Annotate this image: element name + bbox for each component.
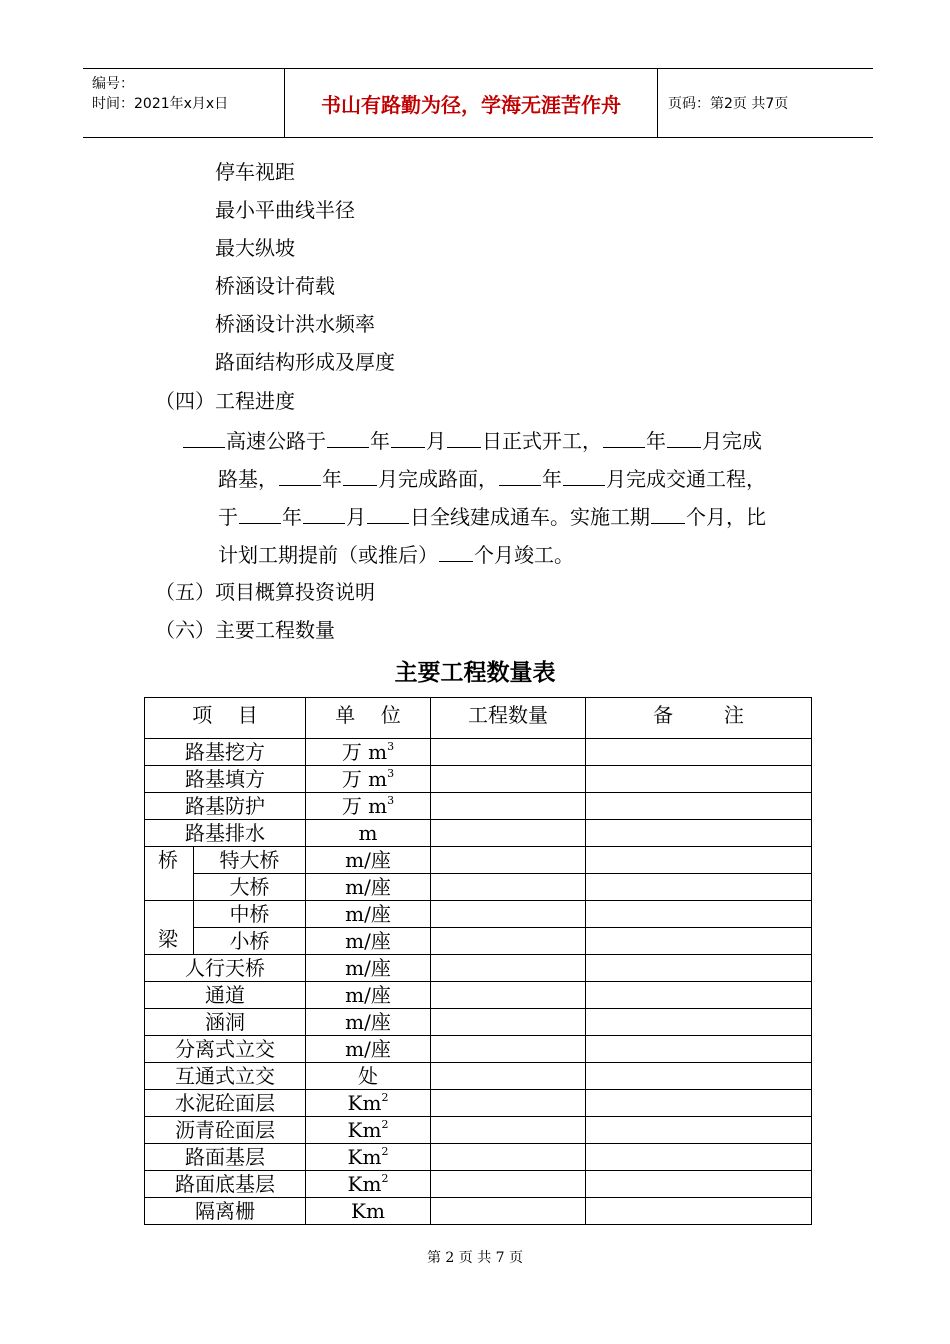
row-remarks-cell[interactable]	[586, 1117, 812, 1144]
row-remarks-cell[interactable]	[586, 1063, 812, 1090]
page-footer: 第 2 页 共 7 页	[426, 1250, 524, 1266]
table-row	[145, 1036, 812, 1063]
row-remarks-cell[interactable]	[586, 739, 812, 766]
time-label: 时间：2021年x月x日	[92, 96, 229, 112]
table-row	[145, 1198, 812, 1225]
row-unit: m/座	[306, 1009, 431, 1036]
fill-blank[interactable]	[279, 465, 321, 486]
row-item: 互通式立交	[145, 1063, 306, 1090]
row-unit: Km$^2$	[306, 1144, 431, 1171]
row-quantity-cell[interactable]	[431, 955, 586, 982]
row-quantity-cell[interactable]	[431, 847, 586, 874]
row-item: 涵洞	[145, 1009, 306, 1036]
row-item: 通道	[145, 982, 306, 1009]
row-unit: m/座	[306, 982, 431, 1009]
row-item: 水泥砼面层	[145, 1090, 306, 1117]
row-unit: 处	[306, 1063, 431, 1090]
row-remarks-cell[interactable]	[586, 1144, 812, 1171]
indicator-item: 路面结构形成及厚度	[215, 350, 395, 374]
row-unit: m/座	[306, 901, 431, 928]
table-row	[145, 739, 812, 766]
row-item: 沥青砼面层	[145, 1117, 306, 1144]
row-item: 路基挖方	[145, 739, 306, 766]
row-quantity-cell[interactable]	[431, 766, 586, 793]
row-item: 分离式立交	[145, 1036, 306, 1063]
row-quantity-cell[interactable]	[431, 1063, 586, 1090]
fill-blank[interactable]	[563, 465, 605, 486]
fill-blank[interactable]	[603, 427, 645, 448]
row-unit: Km$^2$	[306, 1171, 431, 1198]
row-remarks-cell[interactable]	[586, 982, 812, 1009]
fill-blank[interactable]	[367, 503, 409, 524]
row-item: 路基填方	[145, 766, 306, 793]
row-quantity-cell[interactable]	[431, 874, 586, 901]
row-item: 路面底基层	[145, 1171, 306, 1198]
bridge-group-label-bottom: 梁	[145, 901, 194, 955]
header-unit: 单 位	[306, 698, 431, 739]
schedule-line-2: 路基， 年 月完成路面， 年 月完成交通工程，	[218, 467, 766, 491]
table-title: 主要工程数量表	[394, 660, 556, 686]
row-remarks-cell[interactable]	[586, 874, 812, 901]
row-remarks-cell[interactable]	[586, 793, 812, 820]
row-unit: m/座	[306, 928, 431, 955]
row-item: 隔离栅	[145, 1198, 306, 1225]
fill-blank[interactable]	[447, 427, 481, 448]
header-page-info: 页码：第2页 共7页	[668, 96, 789, 112]
row-quantity-cell[interactable]	[431, 1009, 586, 1036]
row-remarks-cell[interactable]	[586, 1090, 812, 1117]
row-quantity-cell[interactable]	[431, 1171, 586, 1198]
row-item: 大桥	[194, 874, 306, 901]
table-row	[145, 1090, 812, 1117]
indicator-item: 最小平曲线半径	[215, 198, 355, 222]
row-remarks-cell[interactable]	[586, 1036, 812, 1063]
row-unit: 万 $m^3$	[306, 793, 431, 820]
row-unit: m/座	[306, 847, 431, 874]
table-row	[145, 820, 812, 847]
fill-blank[interactable]	[651, 503, 685, 524]
row-remarks-cell[interactable]	[586, 1171, 812, 1198]
row-unit: m/座	[306, 874, 431, 901]
row-remarks-cell[interactable]	[586, 1009, 812, 1036]
row-unit: Km$^2$	[306, 1090, 431, 1117]
table-row	[145, 1063, 812, 1090]
fill-blank[interactable]	[391, 427, 425, 448]
schedule-line-1: 高速公路于 年 月 日正式开工， 年 月完成	[182, 427, 762, 453]
row-quantity-cell[interactable]	[431, 793, 586, 820]
table-header-row	[145, 698, 812, 739]
indicator-item: 桥涵设计洪水频率	[215, 312, 375, 336]
table-row	[145, 874, 812, 901]
table-row	[145, 982, 812, 1009]
fill-blank[interactable]	[343, 465, 377, 486]
row-unit: Km$^2$	[306, 1117, 431, 1144]
indicator-item: 停车视距	[215, 160, 295, 184]
section-heading-investment: （五）项目概算投资说明	[155, 580, 375, 604]
fill-blank[interactable]	[183, 427, 225, 448]
row-remarks-cell[interactable]	[586, 820, 812, 847]
row-remarks-cell[interactable]	[586, 1198, 812, 1225]
row-remarks-cell[interactable]	[586, 928, 812, 955]
row-unit: 万 $m^3$	[306, 766, 431, 793]
fill-blank[interactable]	[499, 465, 541, 486]
table-row	[145, 793, 812, 820]
schedule-line-3: 于 年 月 日全线建成通车。实施工期 个月，比	[218, 505, 766, 529]
row-remarks-cell[interactable]	[586, 847, 812, 874]
row-quantity-cell[interactable]	[431, 901, 586, 928]
row-quantity-cell[interactable]	[431, 1090, 586, 1117]
table-row	[145, 1171, 812, 1198]
table-row	[145, 766, 812, 793]
row-unit: m	[306, 820, 431, 847]
section-heading-schedule: （四）工程进度	[155, 389, 295, 413]
fill-blank[interactable]	[439, 541, 473, 562]
table-row	[145, 847, 812, 874]
row-quantity-cell[interactable]	[431, 820, 586, 847]
row-quantity-cell[interactable]	[431, 982, 586, 1009]
fill-blank[interactable]	[667, 427, 701, 448]
header-item: 项 目	[145, 698, 306, 739]
indicator-item: 最大纵坡	[215, 236, 295, 260]
table-row	[145, 1144, 812, 1171]
indicator-item: 桥涵设计荷载	[215, 274, 335, 298]
row-item: 小桥	[194, 928, 306, 955]
table-row	[145, 1117, 812, 1144]
row-item: 路基防护	[145, 793, 306, 820]
row-item: 特大桥	[194, 847, 306, 874]
schedule-line-4: 计划工期提前（或推后） 个月竣工。	[218, 543, 574, 567]
quantities-table	[144, 697, 812, 1225]
row-unit: m/座	[306, 955, 431, 982]
row-quantity-cell[interactable]	[431, 1117, 586, 1144]
row-unit: m/座	[306, 1036, 431, 1063]
row-remarks-cell[interactable]	[586, 955, 812, 982]
row-item: 路面基层	[145, 1144, 306, 1171]
row-quantity-cell[interactable]	[431, 1198, 586, 1225]
bridge-group-label-top: 桥	[145, 847, 194, 901]
header-remarks: 备 注	[586, 698, 812, 739]
row-remarks-cell[interactable]	[586, 901, 812, 928]
row-quantity-cell[interactable]	[431, 739, 586, 766]
row-remarks-cell[interactable]	[586, 766, 812, 793]
table-row	[145, 955, 812, 982]
row-item: 人行天桥	[145, 955, 306, 982]
header-meta	[83, 69, 285, 137]
fill-blank[interactable]	[303, 503, 345, 524]
row-quantity-cell[interactable]	[431, 1144, 586, 1171]
row-quantity-cell[interactable]	[431, 928, 586, 955]
header-motto: 书山有路勤为径，学海无涯苦作舟	[285, 69, 658, 137]
fill-blank[interactable]	[239, 503, 281, 524]
section-heading-quantities: （六）主要工程数量	[155, 618, 335, 642]
row-item: 中桥	[194, 901, 306, 928]
fill-blank[interactable]	[327, 427, 369, 448]
row-unit: 万 $m^3$	[306, 739, 431, 766]
table-row	[145, 928, 812, 955]
row-quantity-cell[interactable]	[431, 1036, 586, 1063]
table-row	[145, 901, 812, 928]
row-item: 路基排水	[145, 820, 306, 847]
number-label: 编号：	[92, 76, 134, 92]
row-unit: Km	[306, 1198, 431, 1225]
table-row	[145, 1009, 812, 1036]
page-header	[83, 68, 873, 138]
header-quantity: 工程数量	[431, 698, 586, 739]
